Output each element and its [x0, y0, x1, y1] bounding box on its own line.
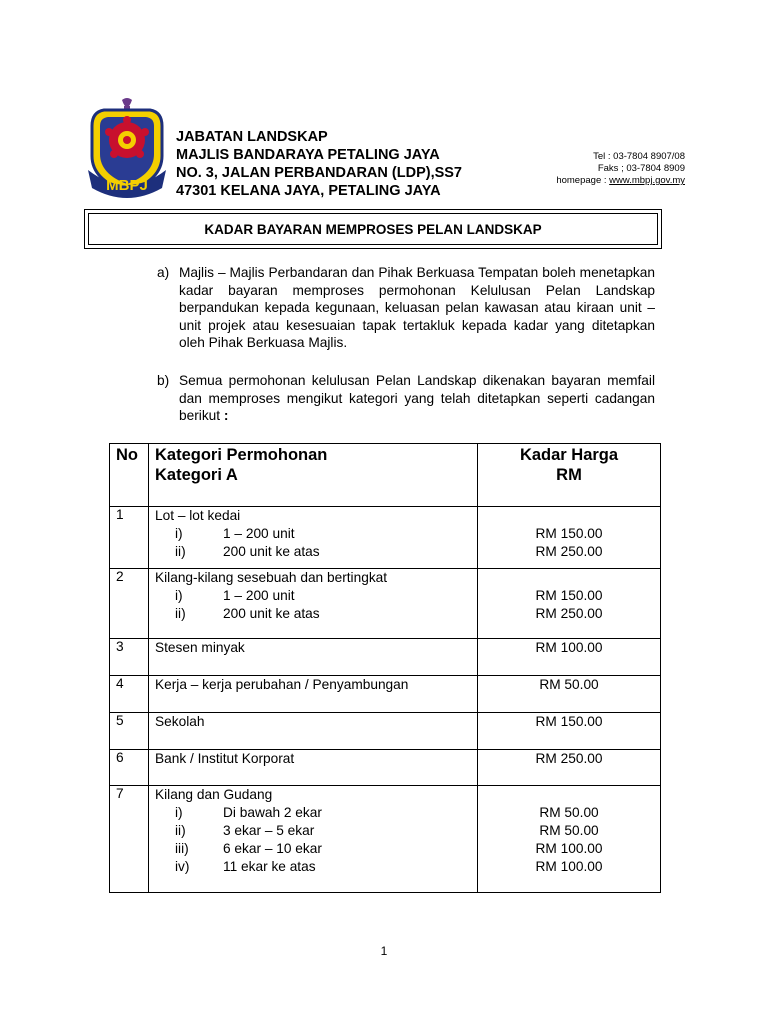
organization-block: [176, 128, 462, 200]
fee-table: [109, 443, 661, 893]
homepage-link[interactable]: www.mbpj.gov.my: [609, 175, 685, 186]
header-category-sub: Kategori A: [155, 466, 238, 484]
mbpj-logo: [84, 96, 170, 200]
table-row: [110, 639, 661, 676]
row-number: 6: [110, 750, 149, 786]
paragraph-b-label: b): [157, 373, 170, 388]
paragraph-b: [157, 372, 655, 425]
paragraph-a: [157, 264, 655, 352]
row-rate: RM 250.00: [478, 750, 661, 786]
paragraph-a-label: a): [157, 265, 170, 280]
row-rate: RM 150.00 RM 250.00: [478, 507, 661, 569]
title-box: [84, 209, 662, 249]
row-number: 5: [110, 713, 149, 750]
department-name: JABATAN LANDSKAP: [176, 129, 328, 145]
row-rate: RM 50.00: [478, 676, 661, 713]
address-line-1: NO. 3, JALAN PERBANDARAN (LDP),SS7: [176, 165, 462, 181]
address-line-2: 47301 KELANA JAYA, PETALING JAYA: [176, 183, 441, 199]
row-category: Stesen minyak: [149, 639, 478, 676]
row-category: Kilang dan Gudang i) Di bawah 2 ekar ii) 3 ekar – 5 ekar iii) 6 ekar – 10 ekar iv) 11 ekar ke atas: [149, 786, 478, 893]
row-number: 1: [110, 507, 149, 569]
row-number: 3: [110, 639, 149, 676]
paragraph-b-text: Semua permohonan kelulusan Pelan Landskap dikenakan bayaran memfail dan memproses mengikut kategori yang telah ditetapkan seperti cadangan berikut :: [179, 373, 655, 423]
row-number: 7: [110, 786, 149, 893]
row-category: Kilang-kilang sesebuah dan bertingkat i) 1 – 200 unit ii) 200 unit ke atas: [149, 569, 478, 639]
row-number: 2: [110, 569, 149, 639]
table-row: [110, 786, 661, 893]
homepage-label: homepage :: [556, 175, 610, 186]
row-number: 4: [110, 676, 149, 713]
page-number: 1: [380, 944, 388, 958]
header-category: Kategori Permohonan Kategori A: [149, 444, 478, 507]
homepage: [556, 175, 685, 187]
telephone: Tel : 03-7804 8907/08: [593, 151, 685, 162]
row-rate: RM 100.00: [478, 639, 661, 676]
row-rate: RM 150.00: [478, 713, 661, 750]
row-category: Kerja – kerja perubahan / Penyambungan: [149, 676, 478, 713]
contact-block: [556, 151, 685, 187]
row-rate: RM 150.00 RM 250.00: [478, 569, 661, 639]
paragraph-a-text: Majlis – Majlis Perbandaran dan Pihak Berkuasa Tempatan boleh menetapkan kadar bayaran memproses permohonan Kelulusan Pelan Landskap berpandukan kepada kegunaan, keluasan pelan kawasan atau kiraan unit – unit projek atau kesesuaian tapak tertakluk kepada kadar yang ditetapkan oleh Pihak Berkuasa Majlis.: [179, 265, 655, 350]
table-row: [110, 569, 661, 639]
fax: Faks ; 03-7804 8909: [597, 163, 685, 174]
table-row: [110, 750, 661, 786]
svg-text:MBPJ: MBPJ: [106, 177, 148, 194]
header-rate-sub: RM: [556, 466, 582, 484]
header-no: No: [110, 444, 149, 507]
row-rate: RM 50.00 RM 50.00 RM 100.00 RM 100.00: [478, 786, 661, 893]
row-category: Lot – lot kedai i) 1 – 200 unit ii) 200 unit ke atas: [149, 507, 478, 569]
table-row: [110, 713, 661, 750]
row-category: Sekolah: [149, 713, 478, 750]
row-category: Bank / Institut Korporat: [149, 750, 478, 786]
council-name: MAJLIS BANDARAYA PETALING JAYA: [176, 147, 440, 163]
document-title: KADAR BAYARAN MEMPROSES PELAN LANDSKAP: [88, 213, 658, 245]
table-row: [110, 676, 661, 713]
header-rate: Kadar Harga RM: [478, 444, 661, 507]
table-row: [110, 507, 661, 569]
